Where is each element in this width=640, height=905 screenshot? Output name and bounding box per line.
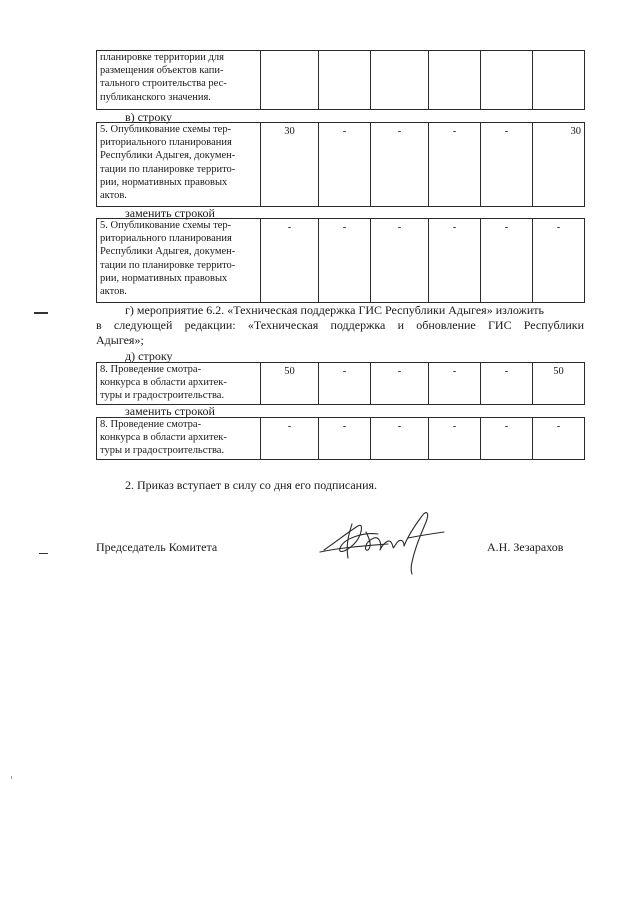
value-cell: -	[319, 418, 371, 460]
value-cell: -	[319, 123, 371, 207]
empty-cell	[429, 51, 481, 110]
paragraph-g-line-1	[125, 303, 584, 318]
desc-line: риториального планирования	[100, 233, 232, 245]
scan-mark	[11, 776, 12, 779]
value-cell: -	[371, 219, 429, 303]
desc-line: риториального планирования	[100, 137, 232, 149]
table-continuation	[96, 50, 585, 110]
value-cell: -	[481, 363, 533, 405]
value-cell: -	[533, 418, 585, 460]
desc-line: актов.	[100, 190, 127, 202]
table-row-8-new	[96, 417, 585, 460]
desc-line: туры и градостроительства.	[100, 445, 225, 457]
measure-description-cell	[97, 219, 261, 303]
value-cell: -	[261, 219, 319, 303]
value-cell: -	[533, 219, 585, 303]
value-cell: -	[481, 123, 533, 207]
desc-line: рии, нормативных правовых	[100, 176, 228, 188]
desc-line: тации по планировке террито-	[100, 163, 236, 175]
desc-line: конкурса в области архитек-	[100, 377, 227, 389]
paragraph-g-line-2: в следующей редакции: «Техническая поддержка и обновление ГИС Республики	[96, 318, 584, 332]
measure-description-cell	[97, 51, 261, 110]
desc-line: рии, нормативных правовых	[100, 272, 228, 284]
desc-line: 5. Опубликование схемы тер-	[100, 220, 232, 231]
desc-line: тации по планировке террито-	[100, 259, 236, 271]
value-cell: -	[429, 363, 481, 405]
label-replace-1: заменить строкой	[125, 206, 215, 220]
desc-line: Республики Адыгея, докумен-	[100, 246, 236, 258]
table-row-5-new	[96, 218, 585, 303]
desc-line: публиканского значения.	[100, 91, 211, 103]
desc-line: актов.	[100, 286, 127, 298]
desc-line: тального строительства рес-	[100, 78, 227, 90]
empty-cell	[371, 51, 429, 110]
value-cell: -	[429, 123, 481, 207]
value-cell: -	[429, 418, 481, 460]
empty-cell	[261, 51, 319, 110]
measure-description-cell	[97, 418, 261, 460]
table-row-8-old	[96, 362, 585, 405]
value-cell: 50	[533, 363, 585, 405]
signatory-name: А.Н. Зезарахов	[487, 540, 564, 554]
value-cell: 30	[261, 123, 319, 207]
value-cell: -	[319, 363, 371, 405]
value-cell: -	[319, 219, 371, 303]
empty-cell	[533, 51, 585, 110]
desc-line: планировке территории для	[100, 52, 224, 63]
value-cell: -	[371, 418, 429, 460]
desc-line: 8. Проведение смотра-	[100, 419, 202, 430]
handwritten-signature	[318, 502, 448, 578]
value-cell: -	[371, 123, 429, 207]
desc-line: 5. Опубликование схемы тер-	[100, 124, 232, 135]
measure-description-cell	[97, 363, 261, 405]
paragraph-g-text: г) мероприятие 6.2. «Техническая поддержка ГИС Республики Адыгея» изложить	[125, 303, 544, 317]
value-cell: -	[261, 418, 319, 460]
table-row-5-old	[96, 122, 585, 207]
value-cell: 30	[533, 123, 585, 207]
label-replace-2: заменить строкой	[125, 404, 215, 418]
desc-line: конкурса в области архитек-	[100, 432, 227, 444]
value-cell: 50	[261, 363, 319, 405]
empty-cell	[481, 51, 533, 110]
measure-description-cell	[97, 123, 261, 207]
desc-line: Республики Адыгея, докумен-	[100, 150, 236, 162]
scan-mark	[34, 312, 48, 314]
desc-line: туры и градостроительства.	[100, 390, 225, 402]
value-cell: -	[429, 219, 481, 303]
label-d-row: д) строку	[125, 349, 173, 363]
clause-2: 2. Приказ вступает в силу со дня его подписания.	[125, 478, 378, 492]
empty-cell	[319, 51, 371, 110]
signatory-position: Председатель Комитета	[96, 540, 218, 554]
desc-line: 8. Проведение смотра-	[100, 364, 202, 375]
scan-mark	[39, 553, 48, 554]
value-cell: -	[481, 219, 533, 303]
desc-line: размещения объектов капи-	[100, 65, 224, 77]
label-v-row: в) строку	[125, 110, 173, 124]
value-cell: -	[371, 363, 429, 405]
paragraph-g-line-3: Адыгея»;	[96, 333, 144, 347]
value-cell: -	[481, 418, 533, 460]
